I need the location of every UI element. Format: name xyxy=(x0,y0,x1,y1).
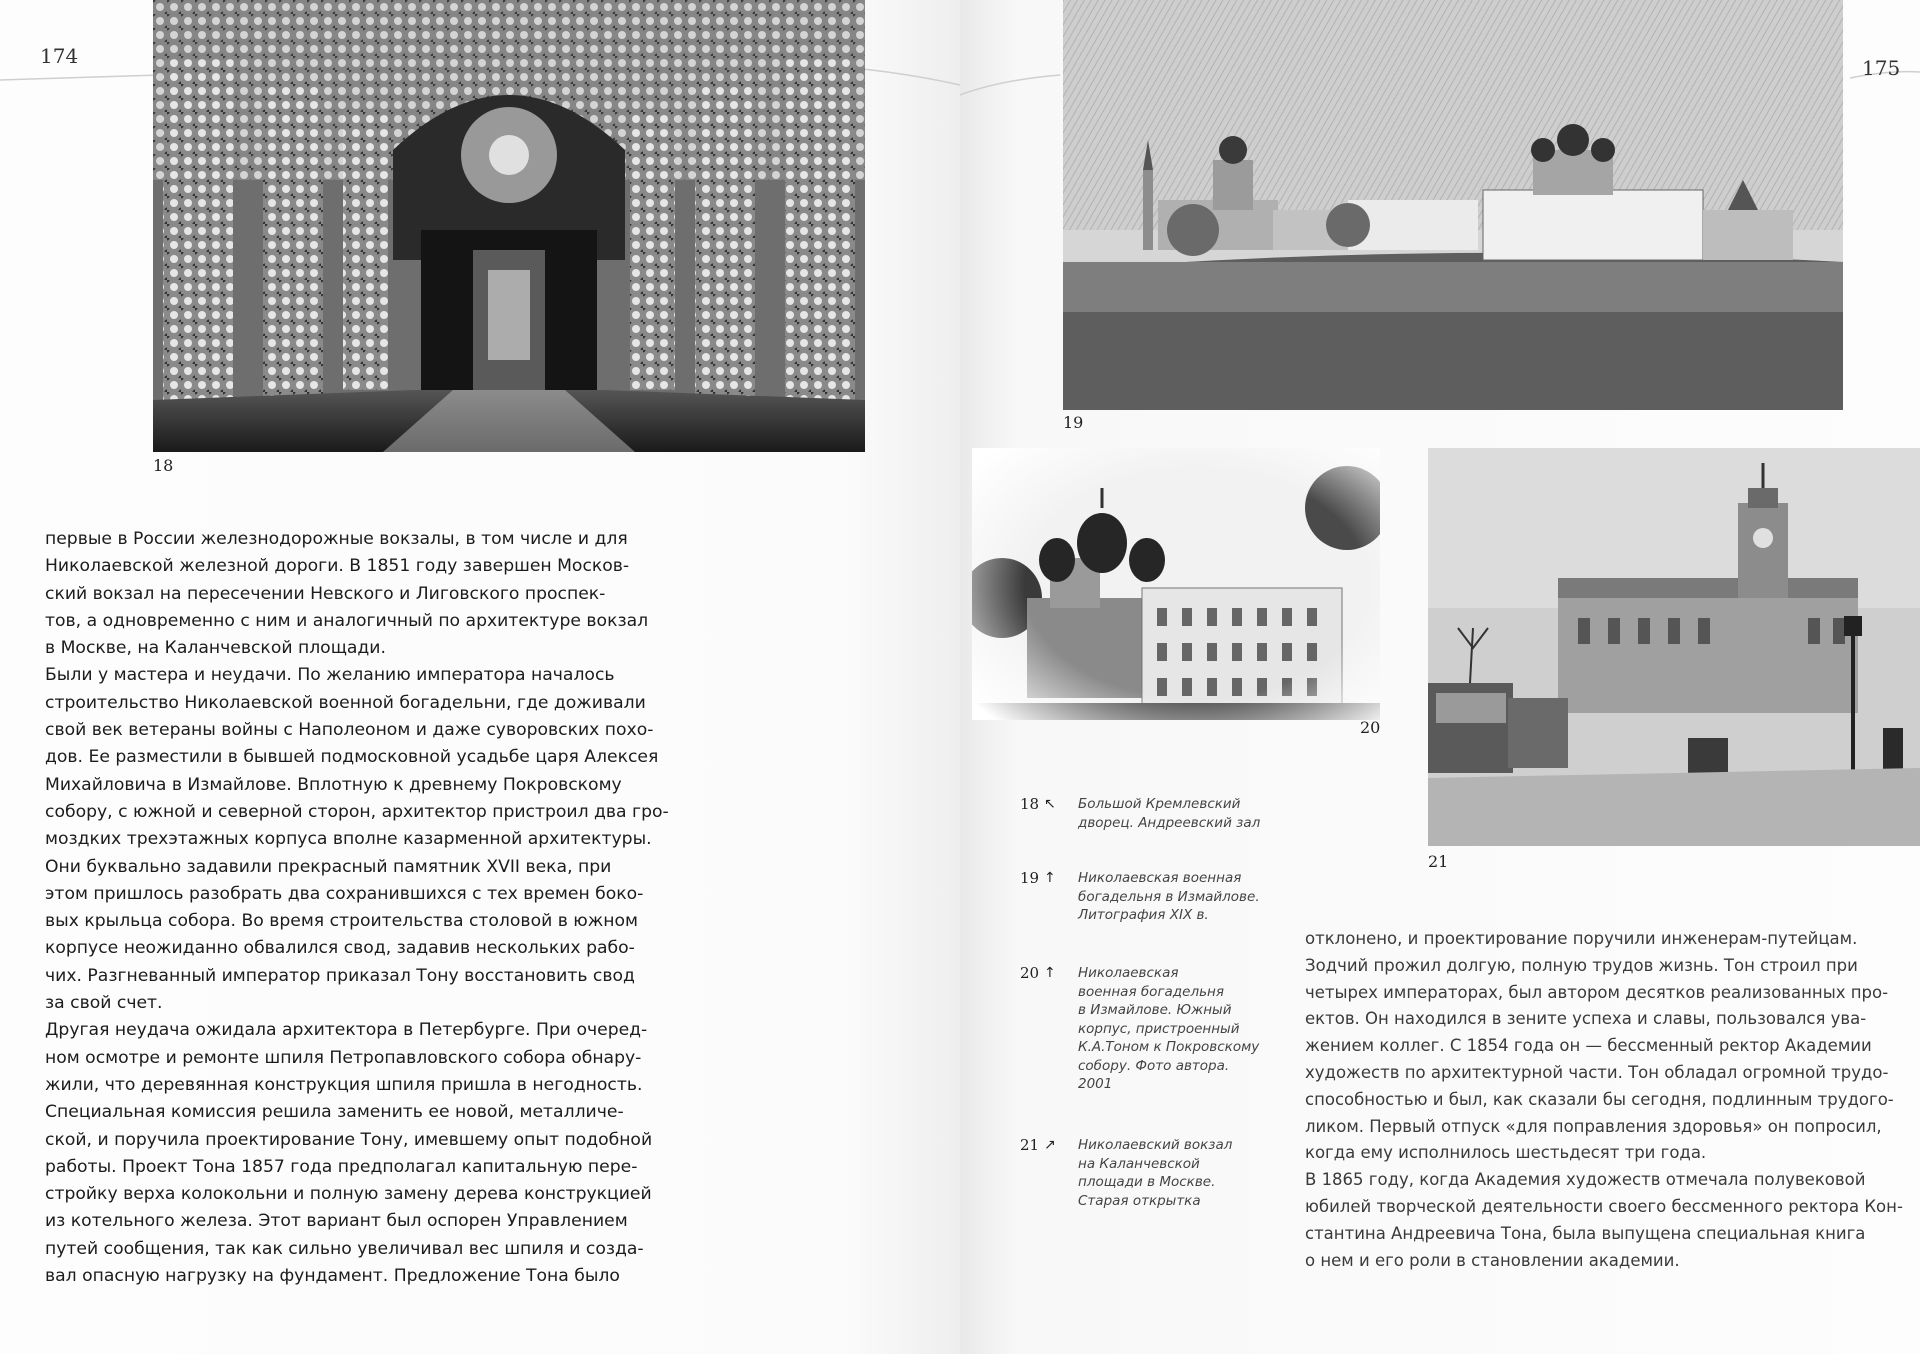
left-page-body-text xyxy=(45,526,669,1290)
text-line: Другая неудача ожидала архитектора в Петербурге. При очеред- xyxy=(45,1020,648,1041)
text-line: вал опасную нагрузку на фундамент. Предложение Тона было xyxy=(45,1266,620,1287)
text-line: этом пришлось разобрать два сохранившихся с тех времен боко- xyxy=(45,883,644,904)
caption-number: 18 xyxy=(1020,795,1040,813)
text-line: юбилей творческой деятельности своего бессменного ректора Кон- xyxy=(1305,1196,1903,1216)
figure-18-number: 18 xyxy=(153,456,174,475)
text-line: чих. Разгневанный император приказал Тону восстановить свод xyxy=(45,965,635,986)
pokrovsky-cathedral-photo-image xyxy=(972,448,1380,720)
text-line: Михайловича в Измайлове. Вплотную к древнему Покровскому xyxy=(45,774,622,795)
text-line: Специальная комиссия решила заменить ее новой, металличе- xyxy=(45,1102,624,1123)
text-line: Николаевской железной дороги. В 1851 году завершен Москов- xyxy=(45,556,630,577)
text-line: ном осмотре и ремонте шпиля Петропавловского собора обнару- xyxy=(45,1047,642,1068)
text-line: вых крыльца собора. Во время строительства столовой в южном xyxy=(45,911,638,932)
figure-19-number: 19 xyxy=(1063,413,1084,432)
caption-text: Николаевский вокзал на Каланчевской площади в Москве. Старая открытка xyxy=(1078,1137,1233,1209)
text-line: собору, с южной и северной сторон, архитектор пристроил два гро- xyxy=(45,801,669,822)
text-line: путей сообщения, так как сильно увеличивал вес шпиля и созда- xyxy=(45,1238,644,1259)
caption-text: Большой Кремлевский дворец. Андреевский зал xyxy=(1078,796,1261,831)
caption-text: Николаевская военная богадельня в Измайлове. Южный корпус, пристроенный К.А.Тоном к Покровскому собору. Фото автора. 2001 xyxy=(1078,965,1260,1092)
text-line: жением коллег. С 1854 года он — бессменный ректор Академии xyxy=(1305,1036,1872,1056)
figure-18-photo xyxy=(153,0,865,452)
arrow-up-icon: ↑ xyxy=(1044,965,1056,981)
right-page-body-text xyxy=(1305,926,1903,1274)
left-page-number: 174 xyxy=(40,44,79,68)
text-line: отклонено, и проектирование поручили инженерам-путейцам. xyxy=(1305,929,1858,948)
text-line: художеств по архитектурной части. Тон обладал огромной трудо- xyxy=(1305,1062,1889,1082)
text-line: из котельного железа. Этот вариант был оспорен Управлением xyxy=(45,1211,628,1232)
text-line: тов, а одновременно с ним и аналогичный по архитектуре вокзал xyxy=(45,610,649,631)
arrow-up-left-icon: ↖ xyxy=(1044,796,1056,812)
text-line: Они буквально задавили прекрасный памятник XVII века, при xyxy=(45,856,612,877)
arrow-up-right-icon: ↗ xyxy=(1044,1137,1056,1153)
figure-20-number: 20 xyxy=(1360,718,1381,737)
text-line: жили, что деревянная конструкция шпиля пришла в негодность. xyxy=(45,1074,643,1095)
izmailovo-lithograph-image xyxy=(1063,0,1843,410)
text-line: способностью и был, как сказали бы сегодня, подлинным трудого- xyxy=(1305,1089,1894,1109)
caption-number: 21 xyxy=(1020,1136,1040,1154)
text-line: корпусе неожиданно обвалился свод, задавив нескольких рабо- xyxy=(45,938,635,959)
text-line: ликом. Первый отпуск «для поправления здоровья» он попросил, xyxy=(1305,1116,1882,1136)
caption-number: 19 xyxy=(1020,869,1040,887)
text-line: свой век ветераны войны с Наполеоном и даже суворовских похо- xyxy=(45,720,654,741)
text-line: когда ему исполнилось шестьдесят три года. xyxy=(1305,1143,1707,1163)
caption-text: Николаевская военная богадельня в Измайлове. Литография XIX в. xyxy=(1078,870,1260,923)
figure-21-photo xyxy=(1428,448,1920,846)
text-line: четырех императорах, был автором десятков реализованных про- xyxy=(1305,982,1889,1002)
text-line: Были у мастера и неудачи. По желанию императора началось xyxy=(45,665,615,686)
kremlin-hall-image xyxy=(153,0,865,452)
text-line: первые в России железнодорожные вокзалы, в том числе и для xyxy=(45,529,628,549)
figure-19-photo xyxy=(1063,0,1843,410)
text-line: ской, и поручила проектирование Тону, имевшему опыт подобной xyxy=(45,1129,653,1150)
caption-number: 20 xyxy=(1020,964,1040,982)
text-line: за свой счет. xyxy=(45,993,163,1014)
text-line: стантина Андреевича Тона, была выпущена специальная книга xyxy=(1305,1223,1866,1243)
right-page-number: 175 xyxy=(1862,56,1901,80)
text-line: Зодчий прожил долгую, полную трудов жизнь. Тон строил при xyxy=(1305,955,1858,975)
figure-20-photo xyxy=(972,448,1380,720)
text-line: о нем и его роли в становлении академии. xyxy=(1305,1250,1680,1270)
text-line: моздких трехэтажных корпуса вполне казарменной архитектуры. xyxy=(45,829,652,850)
arrow-up-icon: ↑ xyxy=(1044,870,1056,886)
text-line: В 1865 году, когда Академия художеств отмечала полувековой xyxy=(1305,1170,1866,1190)
figure-21-number: 21 xyxy=(1428,852,1449,871)
text-line: ский вокзал на пересечении Невского и Лиговского проспек- xyxy=(45,583,606,604)
text-line: работы. Проект Тона 1857 года предполагал капитальную пере- xyxy=(45,1156,638,1177)
text-line: в Москве, на Каланчевской площади. xyxy=(45,638,386,659)
text-line: строительство Николаевской военной богадельни, где доживали xyxy=(45,692,646,713)
text-line: дов. Ее разместили в бывшей подмосковной усадьбе царя Алексея xyxy=(45,747,659,768)
text-line: ектов. Он находился в зените успеха и славы, пользовался ува- xyxy=(1305,1009,1867,1029)
text-line: стройку верха колокольни и полную замену дерева конструкцией xyxy=(45,1184,652,1205)
nikolaevsky-station-postcard-image xyxy=(1428,448,1920,846)
